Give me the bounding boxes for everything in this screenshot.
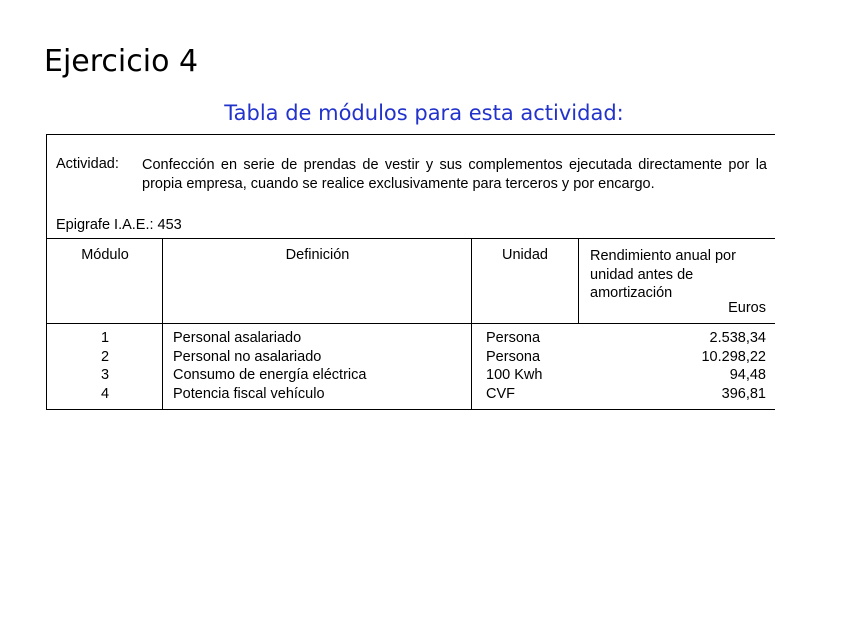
table-row <box>47 386 775 405</box>
header-top-divider <box>47 238 775 239</box>
cell-definicion: Consumo de energía eléctrica <box>173 367 367 383</box>
modules-table <box>46 134 775 410</box>
slide-title: Ejercicio 4 <box>44 44 199 79</box>
table-row <box>47 349 775 368</box>
header-rendimiento: Rendimiento anual por unidad antes de amortización <box>590 248 736 301</box>
header-definicion: Definición <box>285 247 350 263</box>
epigrafe-iae: Epigrafe I.A.E.: 453 <box>56 217 182 233</box>
cell-modulo: 3 <box>100 367 110 383</box>
cell-valor: 94,48 <box>729 367 766 383</box>
header-euros: Euros <box>728 300 766 316</box>
table-row <box>47 367 775 386</box>
activity-label: Actividad: <box>56 156 119 172</box>
cell-unidad: CVF <box>486 385 515 402</box>
cell-modulo: 4 <box>100 385 110 402</box>
cell-modulo: 1 <box>100 330 110 346</box>
column-divider-unidad <box>578 238 579 324</box>
header-modulo: Módulo <box>81 247 129 263</box>
header-unidad: Unidad <box>502 247 548 263</box>
cell-valor: 396,81 <box>721 385 766 402</box>
slide-subtitle: Tabla de módulos para esta actividad: <box>224 101 624 125</box>
cell-definicion: Personal asalariado <box>173 330 302 346</box>
cell-definicion: Personal no asalariado <box>173 348 322 365</box>
cell-valor: 2.538,34 <box>709 330 766 346</box>
cell-modulo: 2 <box>100 348 110 365</box>
cell-definicion: Potencia fiscal vehículo <box>173 385 325 402</box>
header-bottom-divider <box>47 323 775 324</box>
table-row <box>47 330 775 349</box>
cell-unidad: Persona <box>486 330 541 346</box>
cell-unidad: 100 Kwh <box>486 367 543 383</box>
cell-valor: 10.298,22 <box>701 348 766 365</box>
cell-unidad: Persona <box>486 348 541 365</box>
activity-description: Confección en serie de prendas de vestir y sus complementos ejecutada directamente por la propia empresa, cuando se realice exclusivamente para terceros y por encargo. <box>142 157 767 192</box>
